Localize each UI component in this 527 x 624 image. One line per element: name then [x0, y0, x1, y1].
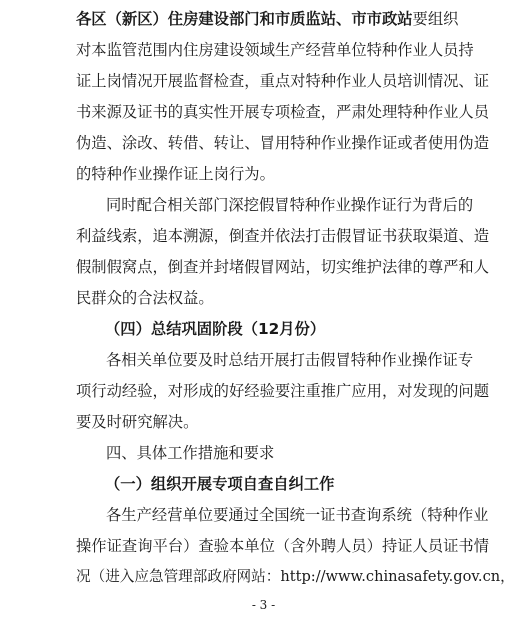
text: 要组织 — [412, 10, 459, 28]
paragraph-line: 要及时研究解决。 — [76, 413, 199, 431]
paragraph-line: 证上岗情况开展监督检查，重点对特种作业人员培训情况、证 — [76, 72, 490, 90]
paragraph-line: 书来源及证书的真实性开展专项检查，严肃处理特种作业人员 — [76, 103, 490, 121]
paragraph-line: 伪造、涂改、转借、转让、冒用特种作业操作证或者使用伪造 — [76, 134, 490, 152]
paragraph-line: 操作证查询平台）查验本单位（含外聘人员）持证人员证书情 — [76, 537, 490, 555]
paragraph-line: 利益线索，追本溯源，倒查并依法打击假冒证书获取渠道、造 — [76, 227, 490, 245]
paragraph-line: 的特种作业操作证上岗行为。 — [76, 165, 275, 183]
phase-heading: （四）总结巩固阶段（12月份） — [105, 320, 326, 338]
bold-text: 各区（新区）住房建设部门和市质监站、市市政站 — [76, 10, 413, 28]
paragraph-line: 项行动经验，对形成的好经验要注重推广应用，对发现的问题 — [76, 382, 490, 400]
paragraph-line: 假制假窝点，倒查并封堵假冒网站，切实维护法律的尊严和人 — [76, 258, 490, 276]
paragraph-line: 对本监管范围内住房建设领域生产经营单位特种作业人员持 — [76, 41, 474, 59]
subsection-heading: （一）组织开展专项自查自纠工作 — [105, 475, 335, 493]
paragraph-line: 民群众的合法权益。 — [76, 289, 214, 307]
paragraph-line: 况（进入应急管理部政府网站：http://www.chinasafety.gov.cn， — [76, 568, 515, 585]
paragraph-line: 同时配合相关部门深挖假冒特种作业操作证行为背后的 — [106, 196, 474, 214]
page-number: - 3 - — [251, 598, 276, 612]
paragraph-line: 各相关单位要及时总结开展打击假冒特种作业操作证专 — [106, 351, 474, 369]
paragraph-line — [76, 6, 459, 32]
paragraph-line: 各生产经营单位要通过全国统一证书查询系统（特种作业 — [106, 506, 489, 524]
section-heading: 四、具体工作措施和要求 — [106, 444, 275, 462]
